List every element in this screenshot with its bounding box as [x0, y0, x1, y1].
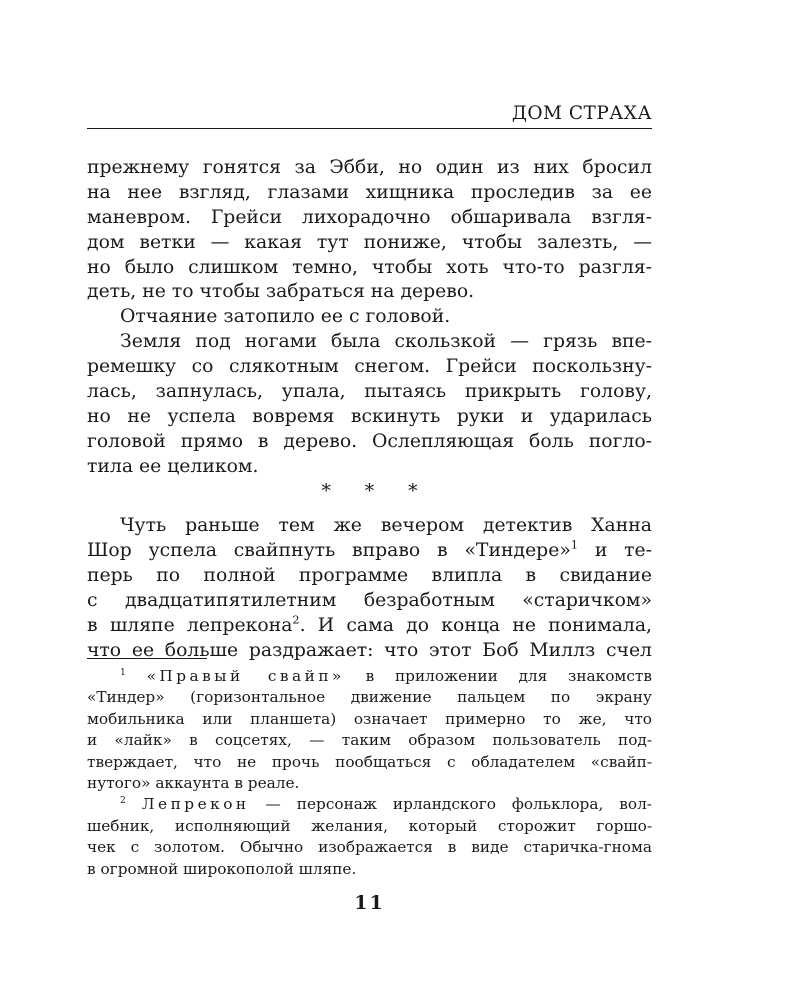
- header-rule: [87, 128, 652, 129]
- text-line: лась, запнулась, упала, пытаясь прикрыть голову,: [87, 381, 652, 403]
- text-line: на нее взгляд, глазами хищника проследив за ее: [87, 181, 652, 203]
- running-title: ДОМ СТРАХА: [511, 103, 652, 124]
- text-line: маневром. Грейси лихорадочно обшаривала взгля-: [87, 206, 652, 228]
- footnote-line: нутого» аккаунта в реале.: [87, 773, 300, 792]
- text-line: в шляпе лепрекона$^2$. И сама до конца не понимала,: [87, 613, 652, 637]
- footnote-line: и «лайк» в соцсетях, — таким образом пользователь под-: [87, 731, 652, 750]
- text-line: головой прямо в дерево. Ослепляющая боль погло-: [87, 430, 652, 452]
- text-line: деть, не то чтобы забраться на дерево.: [87, 281, 475, 303]
- footnote-line: «Тиндер» (горизонтальное движение пальцем по экрану: [87, 688, 652, 707]
- footnote-term: Лепрекон: [141, 795, 250, 814]
- text-line: перь по полной программе влипла в свидание: [87, 565, 652, 587]
- footnote-term: «Правый свайп»: [146, 667, 345, 685]
- text-line: но не успела вовремя вскинуть руки и ударилась: [87, 405, 652, 427]
- text-line: с двадцатипятилетним безработным «старичком»: [87, 590, 652, 612]
- footnote-mark: 1: [120, 666, 126, 678]
- footnote-line: мобильника или планшета) означает примерно то же, что: [87, 709, 652, 728]
- text-line: дом ветки — какая тут пониже, чтобы залезть, —: [87, 231, 652, 253]
- footnote-mark: 2: [120, 795, 126, 807]
- footnote-line: чек с золотом. Обычно изображается в виде старичка-гнома: [87, 838, 652, 857]
- text-line: но было слишком темно, чтобы хоть что-то разгля-: [87, 256, 652, 278]
- section-separator: * * *: [321, 480, 432, 502]
- footnotes: [87, 666, 652, 880]
- footnote-line: в огромной широкополой шляпе.: [87, 859, 357, 878]
- footnote-line: шебник, исполняющий желания, который сторожит горшо-: [87, 816, 652, 835]
- text-line: что ее больше раздражает: что этот Боб Миллз счел: [87, 639, 652, 661]
- text-line: тила ее целиком.: [87, 455, 259, 477]
- footnote-ref-1[interactable]: 1: [570, 539, 578, 553]
- main-text: [87, 156, 652, 664]
- footnote-ref-2[interactable]: 2: [292, 613, 300, 627]
- footnote-line: тверждает, что не прочь пообщаться с обладателем «свайп-: [87, 752, 652, 771]
- paragraph-start: Земля под ногами была скользкой — грязь впе-: [120, 331, 652, 353]
- paragraph-start: Отчаяние затопило ее с головой.: [120, 306, 451, 328]
- footnote-2: $^2$ Лепрекон — персонаж ирландского фольклора, вол-: [120, 795, 652, 814]
- footnote-rule: [87, 658, 207, 659]
- paragraph-start: Чуть раньше тем же вечером детектив Ханна: [120, 515, 652, 537]
- text-line: ремешку со слякотным снегом. Грейси поскользну-: [87, 356, 652, 378]
- text-line: прежнему гонятся за Эбби, но один из них бросил: [87, 157, 652, 178]
- text-line: Шор успела свайпнуть вправо в «Тиндере»$^1$ и те-: [87, 539, 652, 562]
- footnote-1: $^1$ «Правый свайп» в приложении для знакомств: [120, 666, 652, 685]
- page-number: 11: [354, 892, 385, 914]
